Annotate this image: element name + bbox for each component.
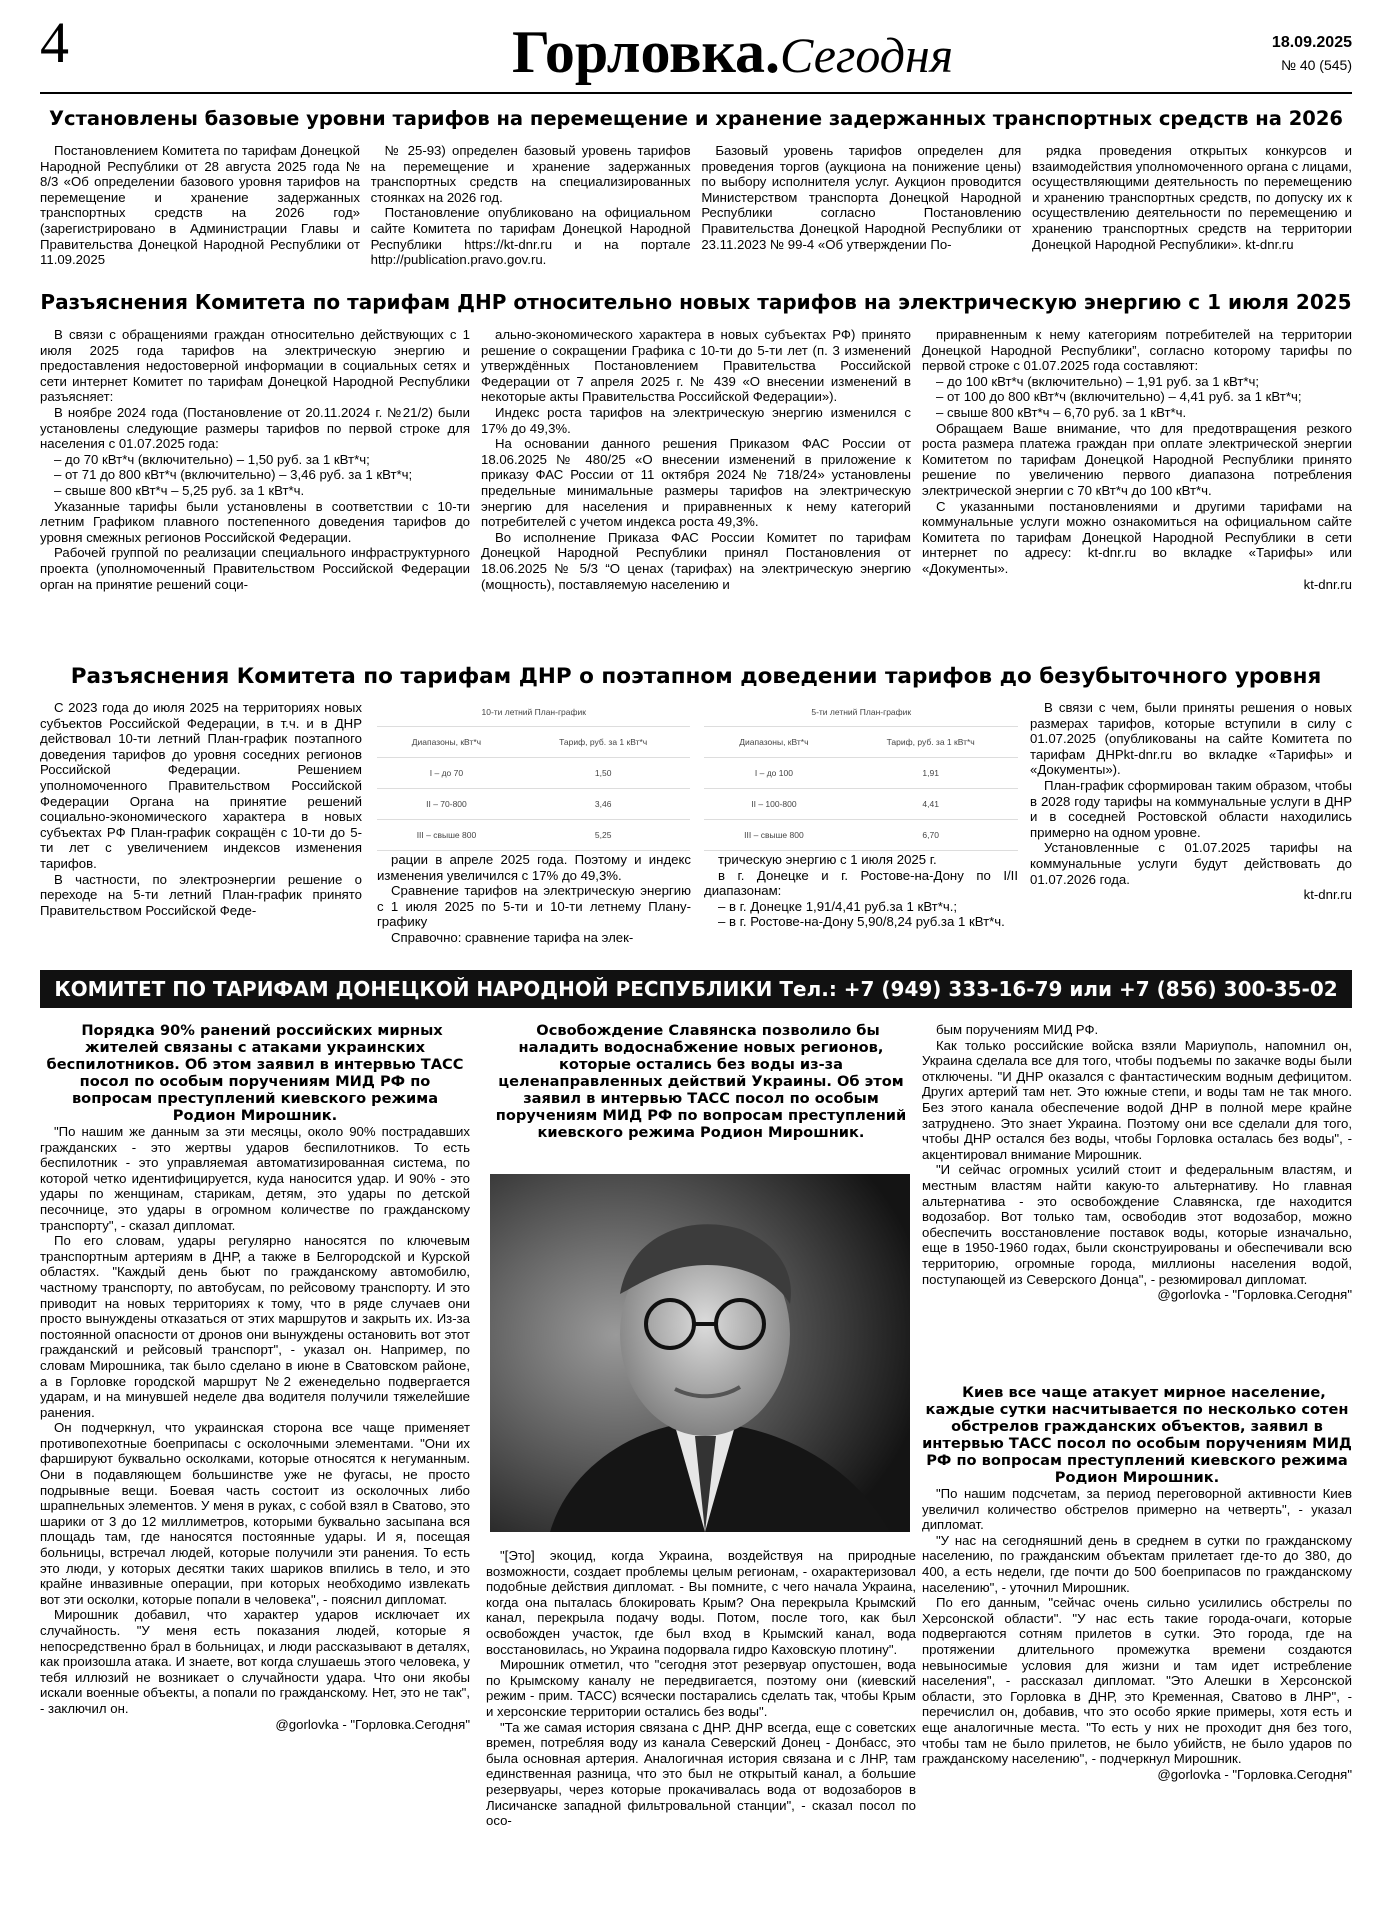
- table-cell: II – 70-800: [377, 789, 516, 820]
- story2-para: Мирошник отметил, что "сегодня этот резервуар опустошен, вода по Крымскому каналу не передвигается, поэтому они (киевский режим - прим. ТАСС) всячески постарались сделать так, чтобы Крым и херсонские территории остались без воды".: [486, 1657, 916, 1719]
- masthead-title: [512, 19, 954, 85]
- story1-para: Он подчеркнул, что украинская сторона все чаще применяет противопехотные боеприпасы с осколочными элементами. "Они их фаршируют буквально осколками, которые относятся к негуманным. Они в подавляющем большинстве уже не фугасы, не просто подрывные вещи. Боевая часть состоит из осколочных либо шрапнельных элементов. У меня в руках, с собой взял в Сватово, это шарики от 3 до 12 миллиметров, которыми буквально засыпана вся площадь там, где наносятся постоянные удары. И я, посещая больницы, встречал людей, которые получили эти ранения. То есть это люди, у которых десятки таких шариков впились в тело, и это крайне инвазивные операции, при которых необходимо извлекать вот эти осколки, которые попали в человека", - пояснил дипломат.: [40, 1420, 470, 1607]
- story3-headline: Киев все чаще атакует мирное население, каждые сутки насчитывается по несколько сотен обстрелов гражданских объектов, заявил в интервью ТАСС посол по особым поручениям МИД РФ по вопросам преступлений киевского режима Родион Мирошник.: [922, 1384, 1352, 1486]
- table-cell: I – до 100: [704, 758, 843, 789]
- plan5-col-tariff: Тариф, руб. за 1 кВт*ч: [843, 727, 1018, 758]
- story1-para: Мирошник добавил, что характер ударов исключает их случайность. "У меня есть показания людей, которые я непосредственно брал в больницах, и люди рассказывают в деталях, как произошла атака. И знаете, вот когда слушаешь этого человека, у тебя иллюзий не возникает о случайности удара. Что они якобы искали военные объекты, а попали по гражданскому. Нет, это не так", - заключил он.: [40, 1607, 470, 1716]
- story2-para: бым поручениям МИД РФ.: [936, 1022, 1099, 1037]
- story2-continuation: [922, 1022, 1352, 1372]
- table-cell: II – 100-800: [704, 789, 843, 820]
- story3-para: "У нас на сегодняшний день в среднем в сутки по гражданскому населению, по гражданским объектам прилетает где-то до 380, до 400, а есть недели, где почти до 500 боеприпасов по гражданскому населению", - уточнил Мирошник.: [922, 1532, 1352, 1595]
- article3-para: – в г. Ростове-на-Дону 5,90/8,24 руб.за 1 кВт*ч.: [718, 914, 1005, 930]
- issue-number: № 40 (545): [1280, 57, 1352, 73]
- article2-body: [40, 327, 1352, 657]
- story1-headline: Порядка 90% ранений российских мирных жителей связаны с атаками украинских беспилотников. Об этом заявил в интервью ТАСС посол по особым поручениям МИД РФ по вопросам преступлений киевского режима Родион Мирошник.: [46, 1022, 464, 1124]
- story1-signature: @gorlovka - "Горловка.Сегодня": [275, 1716, 470, 1732]
- article3-para: в г. Донецке и г. Ростове-на-Дону по I/II диапазонам:: [704, 867, 1018, 899]
- article3-para: Справочно: сравнение тарифа на элек-: [391, 929, 634, 945]
- article2-source: kt-dnr.ru: [1303, 576, 1352, 592]
- article3-para: В частности, по электроэнергии решение о переходе на 5-ти летний План-график принято Правительством Российской Феде-: [40, 871, 362, 918]
- article2-para: – от 100 до 800 кВт*ч (включительно) – 4,41 руб. за 1 кВт*ч;: [936, 389, 1302, 405]
- article2-para: В связи с обращениями граждан относительно действующих с 1 июля 2025 года тарифов на электрическую энергию и предоставления недостоверной информации в социальных сетях и сети интернет Комитет по тарифам Донецкой Народной Республики разъясняет:: [40, 327, 470, 405]
- article2-para: – от 71 до 800 кВт*ч (включительно) – 3,46 руб. за 1 кВт*ч;: [54, 467, 413, 483]
- article2-para: – свыше 800 кВт*ч – 5,25 руб. за 1 кВт*ч.: [54, 482, 305, 498]
- article1-headline: Установлены базовые уровни тарифов на перемещение и хранение задержанных транспортных средств на 2026: [49, 107, 1343, 130]
- article1-col2: [371, 143, 691, 273]
- article2-para: Обращаем Ваше внимание, что для предотвращения резкого роста размера платежа граждан при оплате электрической энергии Комитетом по тарифам Донецкой Народной Республики принято решение по увеличению первого диапазона потребления электрической энергии с 70 кВт*ч до 100 кВт*ч.: [922, 420, 1352, 498]
- article2-para: Рабочей группой по реализации специального инфраструктурного проекта (уполномоченный Правительством Российской Федерации орган на принятие решений соци-: [40, 545, 470, 592]
- article1-col3: [701, 143, 1021, 273]
- article2-headline: Разъяснения Комитета по тарифам ДНР относительно новых тарифов на электрическую энергию с 1 июля 2025: [40, 290, 1352, 314]
- story2-body: [486, 1548, 916, 1890]
- story1-para: По его словам, удары регулярно наносятся по ключевым транспортным артериям в ДНР, а также в Белгородской и Курской областях. "Каждый день бьют по гражданскому автомобилю, частному транспорту, по автобусам, по рейсовому транспорту. И это приводит на новых территориях к тому, что в ряде случаев они просто вынуждены отказаться от этих маршрутов и закрыть их. Из-за постоянной опасности от дронов они вынуждены остановить вот этот гражданский и рейсовый транспорт", - указал он. Например, по словам Мирошника, так было сделано в июне в Сватовском районе, а в Горловке городской маршрут №2 еженедельно подвергается ударам, и на минувшей неделе два водителя получили тяжелейшие ранения.: [40, 1233, 470, 1420]
- masthead-rule: [40, 92, 1352, 94]
- article1-col4: [1032, 143, 1352, 273]
- article3-col-left: [40, 700, 362, 960]
- masthead-title-main: Горловка: [512, 19, 766, 85]
- article2-para: приравненным к нему категориям потребителей на территории Донецкой Народной Республики”, согласно которому тарифы по первой строке с 01.07.2025 года составляют:: [922, 327, 1352, 374]
- masthead-title-tail: Сегодня: [780, 27, 954, 83]
- article1-col1: [40, 143, 360, 273]
- table-cell: 3,46: [516, 789, 691, 820]
- article2-para: – свыше 800 кВт*ч – 6,70 руб. за 1 кВт*ч.: [936, 404, 1187, 420]
- diplomat-photo: [490, 1174, 910, 1532]
- article1-para: Постановлением Комитета по тарифам Донецкой Народной Республики от 28 августа 2025 года № 8/3 «Об определении базового уровня тарифов на перемещение и хранение задержанных транспортных средств на 2026 год» (зарегистрировано в Администрации Главы и Правительства Донецкой Народной Республики от 11.09.2025: [40, 143, 360, 268]
- article2-para: Во исполнение Приказа ФАС России Комитет по тарифам Донецкой Народной Республики принял Постановления от 18.06.2025 № 5/3 “О ценах (тарифах) на электрическую энергию (мощность), поставляемую населению и: [481, 529, 911, 592]
- article3-para: В связи с чем, были приняты решения о новых размерах тарифов, которые вступили в силу с 01.07.2025 (опубликованы на сайте Комитета по тарифам ДНРkt-dnr.ru во вкладке «Тарифы» и «Документы»).: [1030, 700, 1352, 778]
- plan5-col-range: Диапазоны, кВт*ч: [704, 727, 843, 758]
- article3-col-mid1: [377, 852, 691, 960]
- article3-para: трическую энергию с 1 июля 2025 г.: [718, 852, 937, 867]
- article1-para: Базовый уровень тарифов определен для проведения торгов (аукциона на понижение цены) по выбору исполнителя услуг. Аукцион проводится Министерством транспорта Донецкой Народной Республики согласно Постановлению Правительства Донецкой Народной Республики от 23.11.2023 № 99-4 «Об утверждении По-: [701, 143, 1022, 252]
- article3-source: kt-dnr.ru: [1303, 887, 1352, 903]
- article2-para: – до 100 кВт*ч (включительно) – 1,91 руб. за 1 кВт*ч;: [936, 373, 1260, 389]
- article2-para: С указанными постановлениями и другими тарифами на коммунальные услуги можно ознакомиться на официальном сайте Комитета по тарифам Донецкой Народной Республики в сети интернет по адресу: kt-dnr.ru во вкладке «Тарифы» или «Документы».: [922, 498, 1352, 576]
- story2-signature: @gorlovka - "Горловка.Сегодня": [1157, 1287, 1352, 1303]
- portrait-image: [490, 1174, 910, 1532]
- article3-headline: Разъяснения Комитета по тарифам ДНР о поэтапном доведении тарифов до безубыточного уровня: [70, 664, 1322, 689]
- contact-banner: КОМИТЕТ ПО ТАРИФАМ ДОНЕЦКОЙ НАРОДНОЙ РЕСПУБЛИКИ Тел.: +7 (949) 333-16-79 или +7 (856) 300-35-02: [40, 970, 1352, 1008]
- article1-para: № 25-93) определен базовый уровень тарифов на перемещение и хранение задержанных транспортных средств на специализированных стоянках на 2026 год.: [370, 143, 691, 205]
- table-cell: III – свыше 800: [704, 820, 843, 851]
- tariff-plan-table: [377, 698, 1018, 851]
- article2-para: ально-экономического характера в новых субъектах РФ) принято решение о сокращении Графика с 10-ти до 5-ти лет (п. 3 изменений утверждённых Постановлением Правительства Российской Федерации от 7 апреля 2025 г. № 439 «О внесении изменений в некоторые акты Правительства Российской Федерации»).: [481, 327, 911, 405]
- story3-signature: @gorlovka - "Горловка.Сегодня": [1157, 1766, 1352, 1782]
- article2-col3: [922, 327, 1352, 657]
- table-cell: III – свыше 800: [377, 820, 516, 851]
- article3-col-right: [1030, 700, 1352, 960]
- article1-para: рядка проведения открытых конкурсов и взаимодействия уполномоченного органа с лицами, осуществляющими деятельность по перемещению и хранению транспортных средств, по допуску их к осуществлению деятельности по перемещению и хранению транспортных средств на территории Донецкой Народной Республики». kt-dnr.ru: [1031, 143, 1352, 252]
- article3-para: Сравнение тарифов на электрическую энергию с 1 июля 2025 по 5-ти и 10-ти летнему Плану-графику: [377, 883, 691, 930]
- table-cell: 6,70: [843, 820, 1018, 851]
- story3-para: "По нашим подсчетам, за период переговорной активности Киев увеличил количество обстрелов примерно на четверть", - указал дипломат.: [922, 1486, 1352, 1533]
- table-cell: 1,50: [516, 758, 691, 789]
- table-cell: I – до 70: [377, 758, 516, 789]
- table-cell: 5,25: [516, 820, 691, 851]
- article3-para: Установленные с 01.07.2025 тарифы на коммунальные услуги будут действовать до 01.07.2026 года.: [1030, 840, 1352, 887]
- plan10-col-tariff: Тариф, руб. за 1 кВт*ч: [516, 727, 691, 758]
- story1-para: "По нашим же данным за эти месяцы, около 90% пострадавших гражданских - это жертвы ударов беспилотников. То есть беспилотник - это управляемая автоматизированная система, по которой четко идентифицируется, куда наносится удар. И 90% - это удары по женщинам, старикам, детям, это удары по детской песочнице, это удары в огромном количестве по гражданскому транспорту", - сказал дипломат.: [40, 1124, 470, 1233]
- article1-para: Постановление опубликовано на официальном сайте Комитета по тарифам Донецкой Народной Республики https://kt-dnr.ru и на портале http://publication.pravo.gov.ru.: [370, 205, 691, 268]
- story2-headline: Освобождение Славянска позволило бы наладить водоснабжение новых регионов, которые остались без воды из-за целенаправленных действий Украины. Об этом заявил в интервью ТАСС посол по особым поручениям МИД РФ по вопросам преступлений киевского режима Родион Мирошник.: [495, 1022, 907, 1141]
- story2-para: "Та же самая история связана с ДНР. ДНР всегда, еще с советских времен, потребляя воду из канала Северский Донец - Донбасс, это была основная артерия. Аналогичная история связана и с ЛНР, там единственная разница, что это был не открытый канал, а большие резервуары, через которые прокачивалась вода от водозаборов в Лисичанске западной фильтровальной станции", - сказал посол по осо-: [486, 1719, 916, 1829]
- table-cell: 1,91: [843, 758, 1018, 789]
- table-cell: 4,41: [843, 789, 1018, 820]
- article2-para: – до 70 кВт*ч (включительно) – 1,50 руб. за 1 кВт*ч;: [54, 451, 370, 467]
- article2-col2: [481, 327, 911, 657]
- plan10-title: 10-ти летний План-график: [377, 698, 690, 727]
- article3-para: План-график сформирован таким образом, чтобы в 2028 году тарифы на коммунальные услуги в ДНР и в соседней Ростовской области находились примерно на одном уровне.: [1030, 777, 1352, 840]
- story2-head: [486, 1022, 916, 1172]
- plan5-title: 5-ти летний План-график: [704, 698, 1018, 727]
- article3-para: – в г. Донецке 1,91/4,41 руб.за 1 кВт*ч.;: [718, 898, 958, 914]
- article2-para: На основании данного решения Приказом ФАС России от 18.06.2025 № 480/25 «О внесении изменений в приложение к приказу ФАС России от 11 октября 2024 № 718/24» установлены предельные минимальные размеры тарифов на электрическую энергию для населения и приравненных к нему категорий потребителей с учетом индекса роста 49,3%.: [481, 436, 911, 530]
- story2-para: "[Это] экоцид, когда Украина, воздействуя на природные возможности, создает проблемы целым регионам, - охарактеризовал подобные действия дипломат. - Вы помните, с чего начала Украина, когда она пыталась блокировать Крым? Она перекрыла Крымский канал, перекрыла подачу воды. Потом, после того, как был освобожден участок, где был вход в Крымский канал, вода восстановилась, но Украина подорвала гидро Каховскую плотину".: [486, 1548, 916, 1657]
- story1: [40, 1022, 470, 1890]
- masthead-title-dot: .: [765, 19, 781, 85]
- page-number: 4: [40, 10, 69, 75]
- story2-para: "И сейчас огромных усилий стоит и федеральным властям, и местным властям найти какую-то альтернативу. Но главная альтернатива - это освобождение Славянска, где находится водозабор. Вот только там, освободив этот водозабор, можно обеспечить восстановление поставок воды, которые изначально, еще в 1950-1960 годах, были сконструированы и обеспечивали всю территорию, огромные города, миллионы населения водой, поступающей из Северского Донца", - резюмировал дипломат.: [922, 1162, 1352, 1287]
- article3-para: С 2023 года до июля 2025 на территориях новых субъектов Российской Федерации, в т.ч. и в ДНР действовал 10-ти летний План-график поэтапного доведения тарифов до уровня соседних регионов Российской Федерации. Решением уполномоченного Правительством Российской Федерации Органа на принятие решений социально-экономического характера в новых субъектах РФ План-график сокращён с 10-ти до 5-ти лет с увеличением индексов изменения тарифов.: [40, 700, 362, 871]
- story3-para: По его данным, "сейчас очень сильно усилились обстрелы по Херсонской области". "У нас есть такие города-очаги, которые подвергаются сотням прилетов в сутки. Это города, где на протяжении длительного промежутка времени создаются невыносимые условия для жизни и там идет истребление населения", - рассказал дипломат. "Это Алешки в Херсонской области, это Горловка в ДНР, это Кременная, Сватово в ЛНР", - перечислил он, добавив, что это особо яркие примеры, хотя есть и еще аналогичные места. "То есть у них не проходит дня без того, чтобы там не было прилетов, не было убийств, не было ударов по гражданскому населению", - подчеркнул Мирошник.: [922, 1595, 1352, 1767]
- article2-para: Указанные тарифы были установлены в соответствии с 10-ти летним Графиком плавного постепенного доведения тарифов до уровня смежных регионов Российской Федерации.: [40, 498, 470, 545]
- article1-body: [40, 143, 1352, 273]
- issue-date: 18.09.2025: [1271, 34, 1352, 51]
- article2-para: В ноябре 2024 года (Постановление от 20.11.2024 г. №21/2) были установлены следующие размеры тарифов по первой строке для населения с 01.07.2025 года:: [40, 404, 470, 452]
- article2-para: Индекс роста тарифов на электрическую энергию изменился с 17% до 49,3%.: [481, 404, 911, 436]
- plan10-col-range: Диапазоны, кВт*ч: [377, 727, 516, 758]
- story2-para: Как только российские войска взяли Мариуполь, напомнил он, Украина сделала все для того, чтобы подъемы по закачке воды были отключены. "И ДНР оказался с фантастическим водным дефицитом. Других артерий там нет. Это южные степи, и воды там не так много. Без этого канала обеспечение водой ДНР в полной мере крайне затруднено. Это знает Украина. Поэтому они все сделали для того, чтобы ДНР остался без воды, чтобы Горловка осталась без воды", - акцентировал внимание Мирошник.: [922, 1037, 1352, 1162]
- article2-col1: [40, 327, 470, 657]
- article3-para: рации в апреле 2025 года. Поэтому и индекс изменения увеличился с 17% до 49,3%.: [377, 852, 691, 883]
- article3-col-mid2: [704, 852, 1018, 960]
- story3: [922, 1384, 1352, 1890]
